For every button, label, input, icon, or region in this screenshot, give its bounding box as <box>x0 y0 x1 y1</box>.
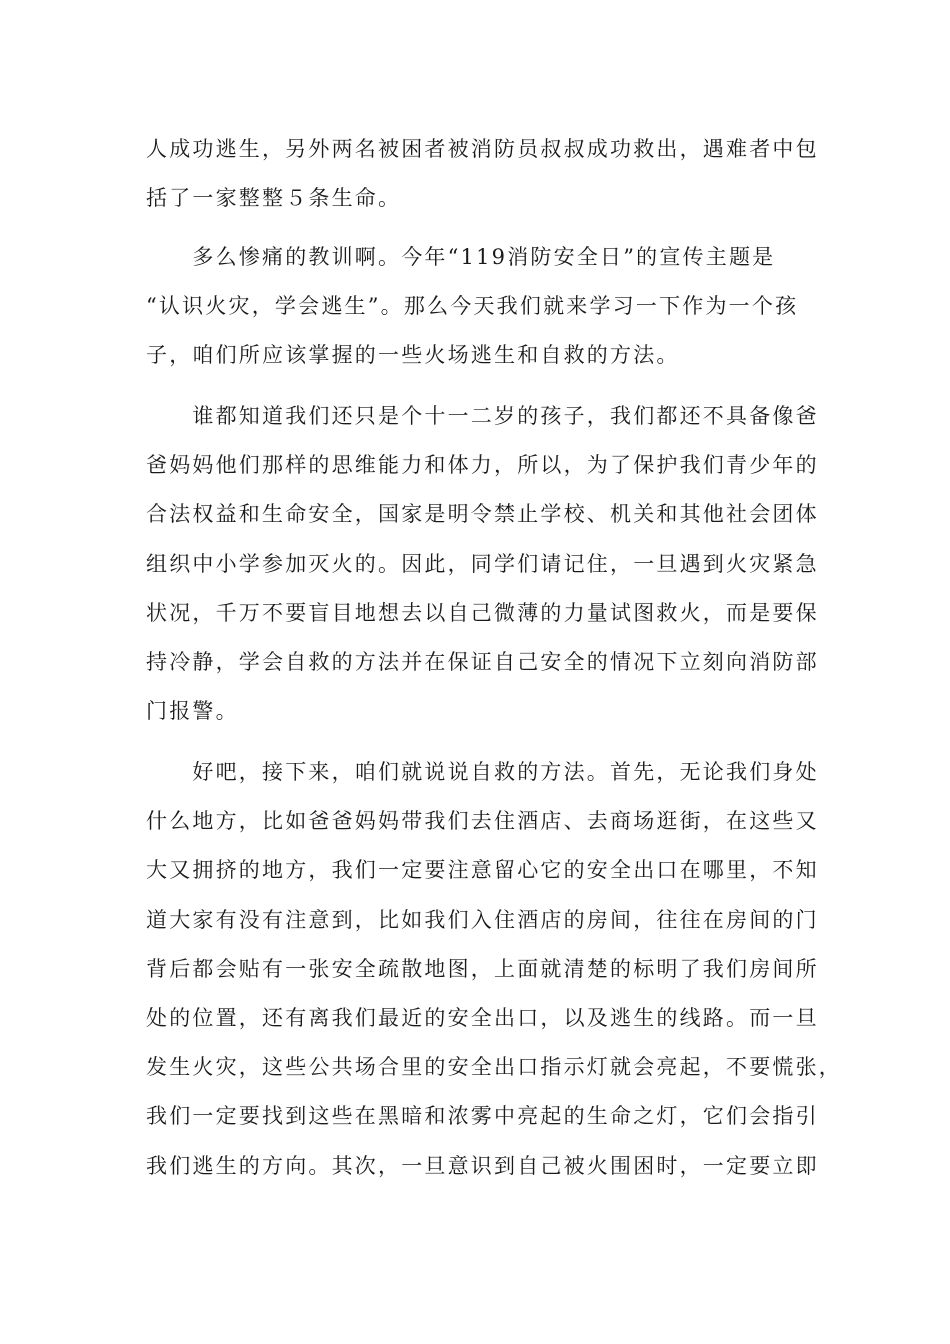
text-line: 组织中小学参加灭火的。因此，同学们请记住，一旦遇到火灾紧急 <box>146 551 819 576</box>
text-line: 括了一家整整５条生命。 <box>146 186 402 211</box>
text-line: 大又拥挤的地方，我们一定要注意留心它的安全出口在哪里，不知 <box>146 858 819 883</box>
text-line: 我们一定要找到这些在黑暗和浓雾中亮起的生命之灯，它们会指引 <box>146 1104 819 1129</box>
text-line: 子，咱们所应该掌握的一些火场逃生和自救的方法。 <box>146 343 680 368</box>
paragraph-2 <box>146 233 806 381</box>
paragraph-3 <box>146 392 819 736</box>
text-line: 发生火灾，这些公共场合里的安全出口指示灯就会亮起，不要慌张， <box>146 1055 842 1080</box>
text-line: 爸妈妈他们那样的思维能力和体力，所以，为了保护我们青少年的 <box>146 453 819 478</box>
text-line: 状况，千万不要盲目地想去以自己微薄的力量试图救火，而是要保 <box>146 600 819 625</box>
text-line: 谁都知道我们还只是个十一二岁的孩子，我们都还不具备像爸 <box>146 404 819 428</box>
text-line: 处的位置，还有离我们最近的安全出口，以及逃生的线路。而一旦 <box>146 1005 819 1030</box>
text-line: 门报警。 <box>146 699 239 724</box>
text-line: 持冷静，学会自救的方法并在保证自己安全的情况下立刻向消防部 <box>146 649 819 674</box>
text-line: “认识火灾，学会逃生”。那么今天我们就来学习一下作为一个孩 <box>146 294 799 319</box>
text-line: 多么惨痛的教训啊。今年“119消防安全日”的宣传主题是 <box>146 245 776 269</box>
paragraph-4 <box>146 748 842 1191</box>
paragraph-1 <box>146 125 819 223</box>
text-line: 人成功逃生，另外两名被困者被消防员叔叔成功救出，遇难者中包 <box>146 137 819 161</box>
text-line: 什么地方，比如爸爸妈妈带我们去住酒店、去商场逛街，在这些又 <box>146 809 819 834</box>
text-line: 道大家有没有注意到，比如我们入住酒店的房间，往往在房间的门 <box>146 907 819 932</box>
text-line: 好吧，接下来，咱们就说说自救的方法。首先，无论我们身处 <box>146 760 819 784</box>
text-line: 我们逃生的方向。其次，一旦意识到自己被火围困时，一定要立即 <box>146 1153 819 1178</box>
text-line: 合法权益和生命安全，国家是明令禁止学校、机关和其他社会团体 <box>146 502 819 527</box>
text-line: 背后都会贴有一张安全疏散地图，上面就清楚的标明了我们房间所 <box>146 956 819 981</box>
